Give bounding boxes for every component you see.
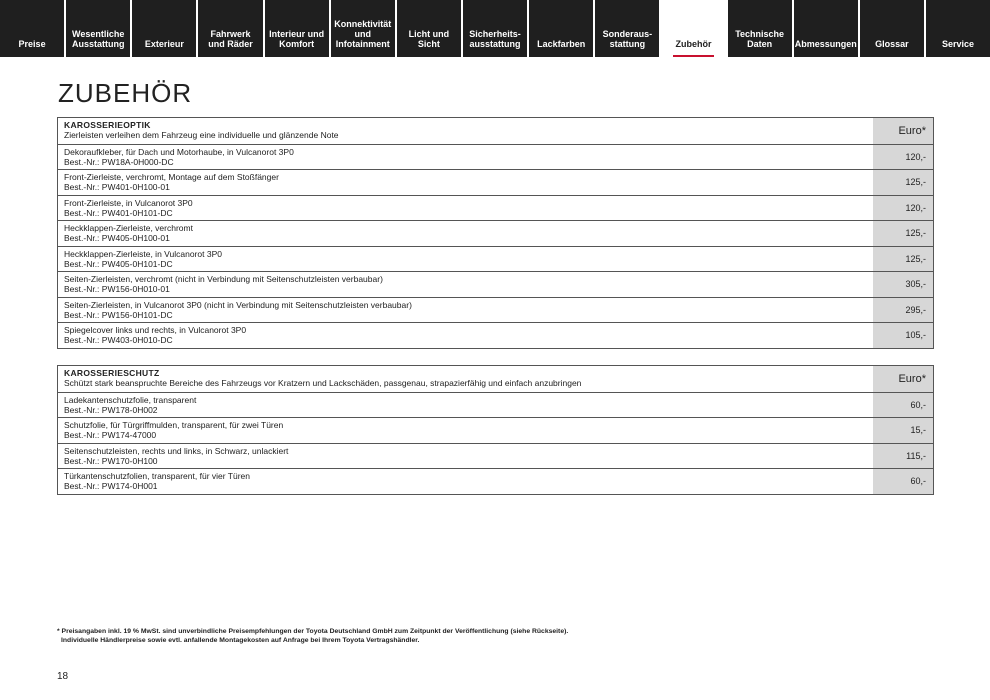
- item-name: Front-Zierleiste, verchromt, Montage auf dem Stoßfänger: [64, 172, 279, 182]
- item-price: 125,-: [873, 247, 933, 272]
- footnote-line-2: Individuelle Händlerpreise sowie evtl. anfallende Montagekosten auf Anfrage bei Ihrem Toyota Vertragshändler.: [61, 637, 420, 644]
- item-price: 120,-: [873, 196, 933, 221]
- item-name: Seiten-Zierleisten, verchromt (nicht in Verbindung mit Seitenschutzleisten verbaubar): [64, 274, 383, 284]
- section-heading: KAROSSERIEOPTIK: [64, 120, 151, 130]
- page-title: ZUBEHÖR: [58, 78, 193, 108]
- tab-exterieur[interactable]: Exterieur: [132, 0, 196, 57]
- item-order-number: Best.-Nr.: PW401-0H100-01: [64, 182, 170, 192]
- tab-sonderausstattung[interactable]: Sonderaus- stattung: [595, 0, 659, 57]
- section-heading: KAROSSERIESCHUTZ: [64, 368, 160, 378]
- item-name: Front-Zierleiste, in Vulcanorot 3P0: [64, 197, 193, 208]
- tab-lackfarben[interactable]: Lackfarben: [529, 0, 593, 57]
- item-price: 120,-: [873, 145, 933, 170]
- tab-interieur-und-komfort[interactable]: Interieur und Komfort: [265, 0, 329, 57]
- table-row: [58, 392, 933, 418]
- item-order-number: Best.-Nr.: PW178-0H002: [64, 404, 158, 415]
- item-price: 15,-: [873, 418, 933, 443]
- tab-abmessungen[interactable]: Abmessungen: [794, 0, 858, 57]
- tab-konnektivitaet-und-infotainment[interactable]: Konnektivität und Infotainment: [331, 0, 395, 57]
- table-row: [58, 297, 933, 323]
- tab-wesentliche-ausstattung[interactable]: Wesentliche Ausstattung: [66, 0, 130, 57]
- item-name: Ladekantenschutzfolie, transparent: [64, 394, 197, 405]
- tab-zubehoer[interactable]: Zubehör: [661, 0, 725, 57]
- table-row: [58, 417, 933, 443]
- item-order-number: Best.-Nr.: PW405-0H100-01: [64, 233, 170, 243]
- item-price: 115,-: [873, 444, 933, 469]
- tab-technische-daten[interactable]: Technische Daten: [728, 0, 792, 57]
- section-header: [58, 366, 933, 392]
- item-order-number: Best.-Nr.: PW18A-0H000-DC: [64, 156, 174, 167]
- item-order-number: Best.-Nr.: PW174-0H001: [64, 481, 158, 491]
- table-row: [58, 443, 933, 469]
- karosserieoptik-table: [57, 117, 934, 349]
- item-name: Türkantenschutzfolien, transparent, für vier Türen: [64, 471, 250, 481]
- top-navigation: [0, 0, 990, 57]
- item-price: 105,-: [873, 323, 933, 348]
- item-order-number: Best.-Nr.: PW156-0H010-01: [64, 284, 170, 294]
- section-subheading: Schützt stark beanspruchte Bereiche des Fahrzeugs vor Kratzern und Lackschäden, passgenau, strapazierfähig und einfach anzubringen: [64, 378, 582, 388]
- tab-service[interactable]: Service: [926, 0, 990, 57]
- table-row: [58, 144, 933, 170]
- item-order-number: Best.-Nr.: PW405-0H101-DC: [64, 258, 173, 269]
- item-order-number: Best.-Nr.: PW401-0H101-DC: [64, 207, 173, 218]
- page-number: 18: [57, 671, 69, 682]
- item-name: Seitenschutzleisten, rechts und links, in Schwarz, unlackiert: [64, 445, 289, 456]
- item-name: Schutzfolie, für Türgriffmulden, transparent, für zwei Türen: [64, 420, 284, 430]
- karosserieschutz-table: [57, 365, 934, 495]
- table-row: [58, 195, 933, 221]
- table-row: [58, 246, 933, 272]
- tab-fahrwerk-und-raeder[interactable]: Fahrwerk und Räder: [198, 0, 262, 57]
- footnote-line-1: * Preisangaben inkl. 19 % MwSt. sind unverbindliche Preisempfehlungen der Toyota Deutschland GmbH zum Zeitpunkt der Veröffentlichung (siehe Rückseite).: [57, 628, 569, 635]
- table-row: [58, 169, 933, 195]
- footnote: [57, 627, 568, 645]
- item-price: 305,-: [873, 272, 933, 297]
- item-order-number: Best.-Nr.: PW174-47000: [64, 430, 157, 440]
- item-order-number: Best.-Nr.: PW170-0H100: [64, 455, 158, 466]
- item-name: Seiten-Zierleisten, in Vulcanorot 3P0 (nicht in Verbindung mit Seitenschutzleisten verbaubar): [64, 299, 412, 310]
- item-order-number: Best.-Nr.: PW403-0H010-DC: [64, 335, 173, 345]
- tab-preise[interactable]: Preise: [0, 0, 64, 57]
- section-subheading: Zierleisten verleihen dem Fahrzeug eine individuelle und glänzende Note: [64, 130, 339, 140]
- table-row: [58, 468, 933, 494]
- table-row: [58, 220, 933, 246]
- table-row: [58, 322, 933, 348]
- item-price: 295,-: [873, 298, 933, 323]
- tab-sicherheitsausstattung[interactable]: Sicherheits- ausstattung: [463, 0, 527, 57]
- item-price: 125,-: [873, 170, 933, 195]
- tab-licht-und-sicht[interactable]: Licht und Sicht: [397, 0, 461, 57]
- table-row: [58, 271, 933, 297]
- price-header: Euro*: [873, 366, 933, 392]
- price-header: Euro*: [873, 118, 933, 144]
- item-price: 60,-: [873, 469, 933, 494]
- item-price: 60,-: [873, 393, 933, 418]
- item-order-number: Best.-Nr.: PW156-0H101-DC: [64, 309, 173, 320]
- item-price: 125,-: [873, 221, 933, 246]
- tab-glossar[interactable]: Glossar: [860, 0, 924, 57]
- item-name: Heckklappen-Zierleiste, in Vulcanorot 3P0: [64, 248, 222, 259]
- item-name: Heckklappen-Zierleiste, verchromt: [64, 223, 193, 233]
- item-name: Dekoraufkleber, für Dach und Motorhaube, in Vulcanorot 3P0: [64, 146, 294, 157]
- item-name: Spiegelcover links und rechts, in Vulcanorot 3P0: [64, 325, 247, 335]
- section-header: [58, 118, 933, 144]
